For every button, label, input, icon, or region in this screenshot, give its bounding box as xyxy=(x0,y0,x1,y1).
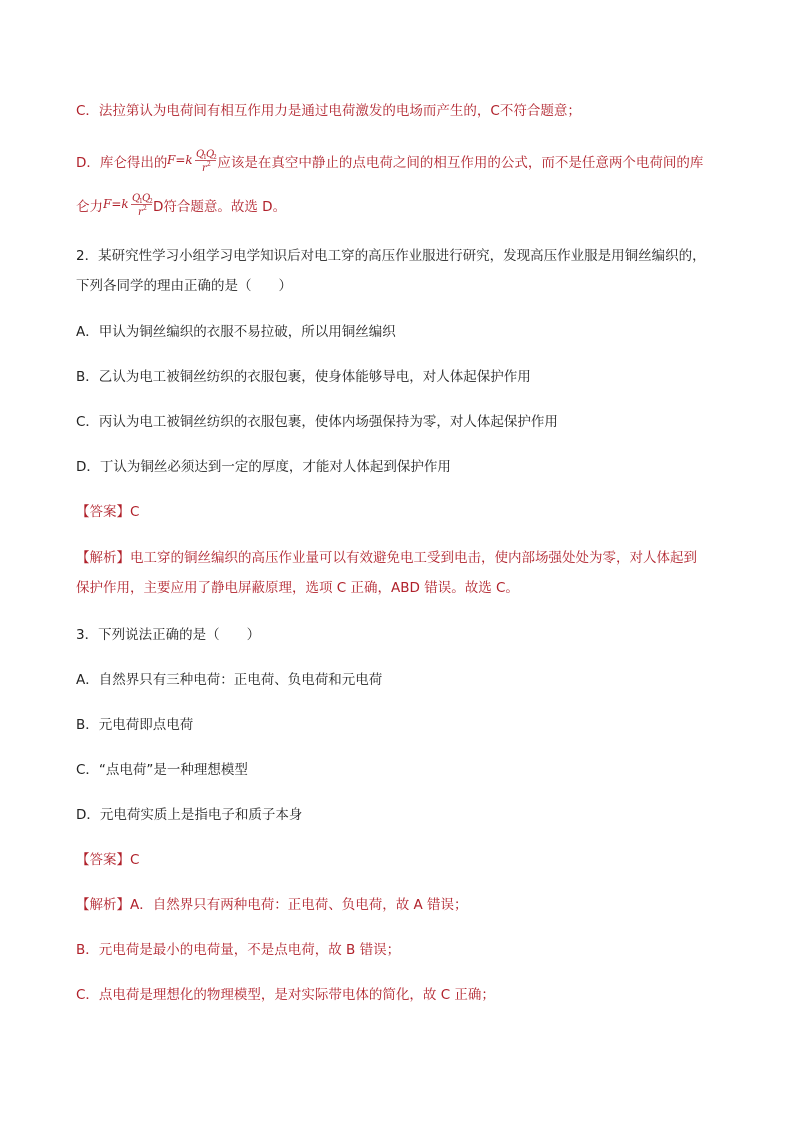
q3-option-d: D．元电荷实质上是指电子和质子本身 xyxy=(76,807,303,823)
prev-analysis-d2-prefix: 仑力 xyxy=(76,199,103,215)
formula-num-q1: Q xyxy=(196,149,205,160)
q3-option-a: A．自然界只有三种电荷：正电荷、负电荷和元电荷 xyxy=(76,672,383,688)
q2-analysis-tag: 【解析】 xyxy=(76,550,130,566)
prev-analysis-d-line2 xyxy=(76,194,286,220)
q2-stem-line1: 2．某研究性学习小组学习电学知识后对电工穿的高压作业服进行研究，发现高压作业服是用铜丝编织的， xyxy=(76,248,706,264)
formula2-den: r xyxy=(138,207,143,218)
q2-option-c: C．丙认为电工被铜丝纺织的衣服包裹，使体内场强保持为零，对人体起保护作用 xyxy=(76,414,558,430)
formula2-lhs: F=k xyxy=(103,197,129,211)
q3-analysis-c: C．点电荷是理想化的物理模型，是对实际带电体的简化，故 C 正确； xyxy=(76,987,495,1003)
q2-analysis-text1: 电工穿的铜丝编织的高压作业量可以有效避免电工受到电击，使内部场强处处为零，对人体起到 xyxy=(130,550,697,566)
formula-sub-1: 1 xyxy=(203,154,208,161)
q3-analysis-tag: 【解析】 xyxy=(76,897,130,913)
q3-analysis-a-text: A．自然界只有两种电荷：正电荷、负电荷，故 A 错误； xyxy=(130,897,468,913)
q2-answer-value: C xyxy=(130,504,140,520)
q2-answer-tag: 【答案】 xyxy=(76,504,130,520)
q2-answer xyxy=(76,502,139,522)
q3-answer-tag: 【答案】 xyxy=(76,852,130,868)
formula-sub-2: 2 xyxy=(213,154,218,161)
q3-analysis-a xyxy=(76,895,468,915)
formula2-sup: 2 xyxy=(143,205,147,212)
formula-lhs: F=k xyxy=(167,153,194,167)
q2-analysis-line1 xyxy=(76,548,697,568)
q3-stem: 3．下列说法正确的是（ ） xyxy=(76,627,261,643)
q2-analysis-line2: 保护作用，主要应用了静电屏蔽原理，选项 C 正确，ABD 错误。故选 C。 xyxy=(76,580,519,596)
q2-option-b: B．乙认为电工被铜丝纺织的衣服包裹，使身体能够导电，对人体起保护作用 xyxy=(76,369,531,385)
formula-sup: 2 xyxy=(207,161,212,168)
q3-analysis-b: B．元电荷是最小的电荷量，不是点电荷，故 B 错误； xyxy=(76,942,401,958)
prev-analysis-c: C．法拉第认为电荷间有相互作用力是通过电荷激发的电场而产生的，C不符合题意； xyxy=(76,103,581,119)
prev-analysis-d-rest: 应该是在真空中静止的点电荷之间的相互作用的公式，而不是任意两个电荷间的库 xyxy=(217,155,704,171)
coulomb-formula xyxy=(167,148,217,174)
formula2-sub-1: 1 xyxy=(139,198,143,205)
prev-analysis-d-line1 xyxy=(76,150,703,176)
q2-stem-line2: 下列各同学的理由正确的是（ ） xyxy=(76,278,292,294)
coulomb-formula-2 xyxy=(103,192,153,218)
q3-answer xyxy=(76,850,139,870)
formula2-num-q2: Q xyxy=(142,193,151,204)
q3-option-b: B．元电荷即点电荷 xyxy=(76,717,194,733)
formula2-sub-2: 2 xyxy=(149,198,153,205)
formula-num-q2: Q xyxy=(206,149,215,160)
q3-answer-value: C xyxy=(130,852,140,868)
prev-analysis-d2-rest: D符合题意。故选 D。 xyxy=(153,199,287,215)
q2-option-a: A．甲认为铜丝编织的衣服不易拉破，所以用铜丝编织 xyxy=(76,324,396,340)
formula2-num-q1: Q xyxy=(132,193,141,204)
q2-option-d: D．丁认为铜丝必须达到一定的厚度，才能对人体起到保护作用 xyxy=(76,459,451,475)
prev-analysis-d-prefix: D．库仑得出的 xyxy=(76,155,168,171)
q3-option-c: C．“点电荷”是一种理想模型 xyxy=(76,762,248,778)
formula-den: r xyxy=(202,163,208,174)
